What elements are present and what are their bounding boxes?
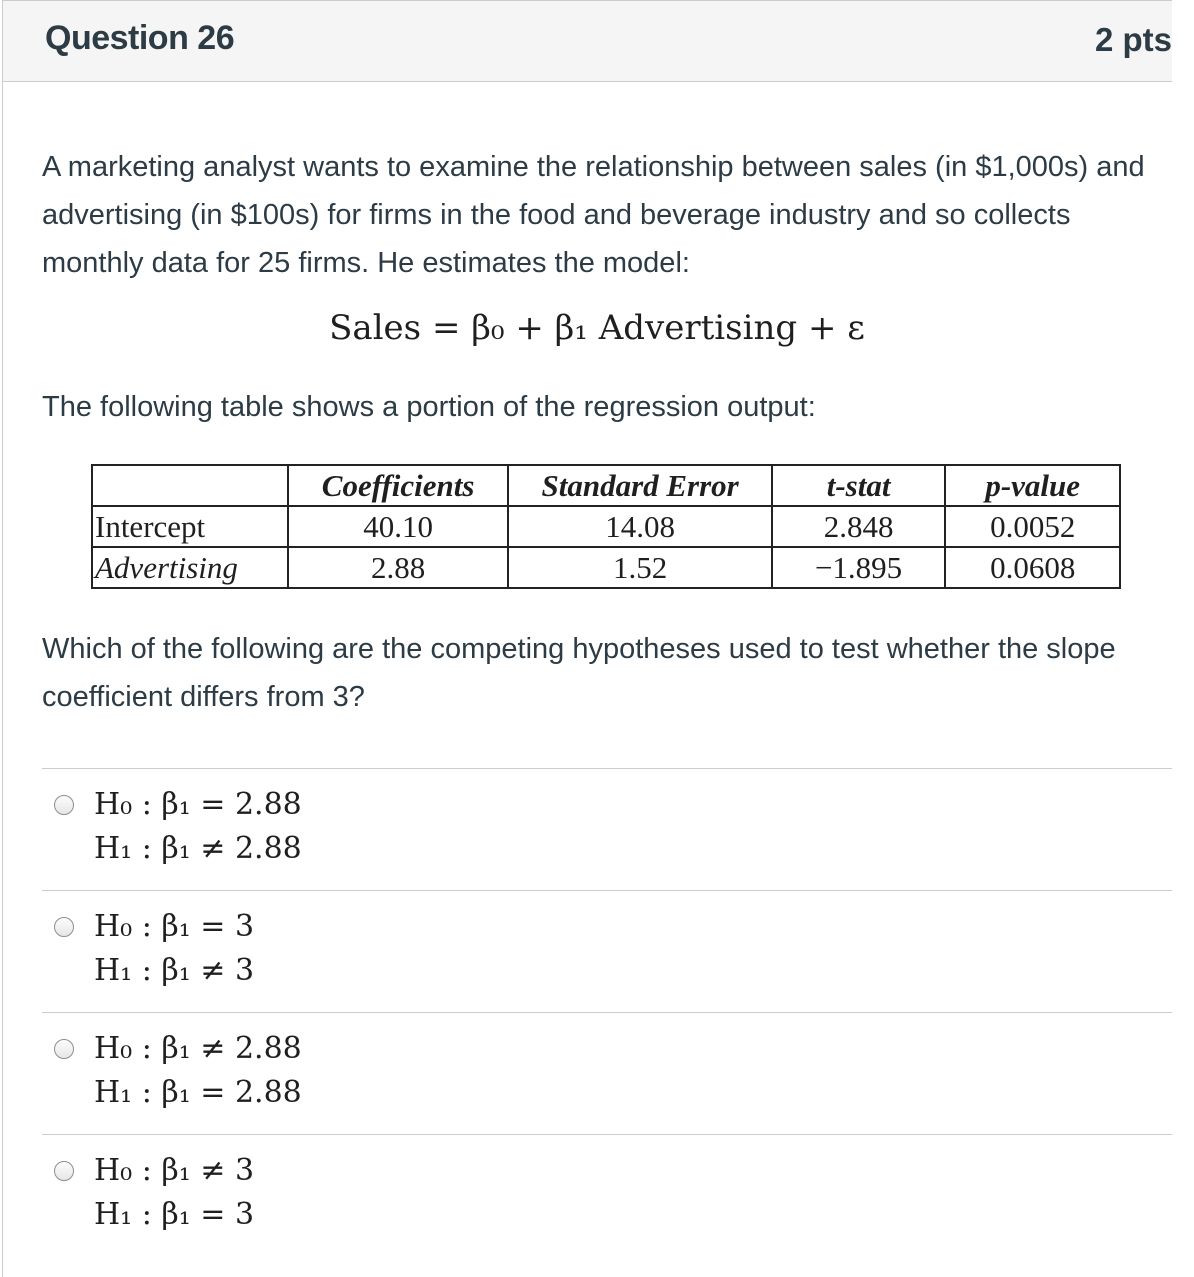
table-cell: 2.848: [772, 506, 946, 547]
table-header-cell: [92, 465, 288, 506]
answer-text: [94, 1027, 302, 1115]
answer-h1: H₁ : β₁ ≠ 3: [94, 953, 255, 988]
answer-option-2[interactable]: [42, 890, 1172, 1012]
question-title: Question 26: [45, 19, 235, 57]
table-intro: The following table shows a portion of the regression output:: [42, 391, 816, 423]
answer-text: [94, 905, 254, 993]
table-header-row: [92, 465, 1120, 506]
table-cell: 14.08: [508, 506, 771, 547]
table-cell: 2.88: [288, 547, 509, 588]
question-intro: A marketing analyst wants to examine the relationship between sales (in $1,000s) and advertising (in $100s) for firms in the food and beverage industry and so collects monthly data for 25 firms. He estimates the model:: [42, 151, 1145, 279]
answer-h0: H₀ : β₁ ≠ 2.88: [94, 1031, 302, 1066]
radio-button[interactable]: [54, 1161, 74, 1181]
table-cell: 0.0052: [945, 506, 1120, 547]
radio-button[interactable]: [54, 917, 74, 937]
table-cell: 40.10: [288, 506, 509, 547]
model-equation: [0, 308, 1194, 348]
table-header-cell: Standard Error: [508, 465, 771, 506]
table-cell: 1.52: [508, 547, 771, 588]
question-prompt: Which of the following are the competing hypotheses used to test whether the slope coefficient differs from 3?: [42, 633, 1116, 713]
table-row-label: Advertising: [92, 547, 288, 588]
table-cell: 0.0608: [945, 547, 1120, 588]
radio-button[interactable]: [54, 1039, 74, 1059]
answer-option-4[interactable]: [42, 1134, 1172, 1256]
table-header-cell: t-stat: [772, 465, 946, 506]
model-equation-text: Sales = β₀ + β₁ Advertising + ε: [329, 308, 865, 348]
answer-h1: H₁ : β₁ ≠ 2.88: [94, 831, 302, 866]
answer-h0: H₀ : β₁ = 2.88: [94, 787, 302, 822]
answer-h0: H₀ : β₁ = 3: [94, 909, 255, 944]
radio-button[interactable]: [54, 795, 74, 815]
table-row: [92, 547, 1120, 588]
answer-list: [42, 768, 1172, 1256]
answer-h1: H₁ : β₁ = 2.88: [94, 1075, 302, 1110]
answer-option-3[interactable]: [42, 1012, 1172, 1134]
table-header-cell: p-value: [945, 465, 1120, 506]
answer-h1: H₁ : β₁ = 3: [94, 1197, 255, 1232]
question-header: [3, 0, 1172, 82]
answer-option-1[interactable]: [42, 768, 1172, 890]
table-header-cell: Coefficients: [288, 465, 509, 506]
question-points: 2 pts: [1095, 21, 1173, 58]
answer-h0: H₀ : β₁ ≠ 3: [94, 1153, 255, 1188]
regression-table: [91, 464, 1121, 589]
table-row: [92, 506, 1120, 547]
answer-text: [94, 783, 302, 871]
answer-text: [94, 1149, 254, 1237]
table-cell: −1.895: [772, 547, 946, 588]
table-row-label: Intercept: [92, 506, 288, 547]
